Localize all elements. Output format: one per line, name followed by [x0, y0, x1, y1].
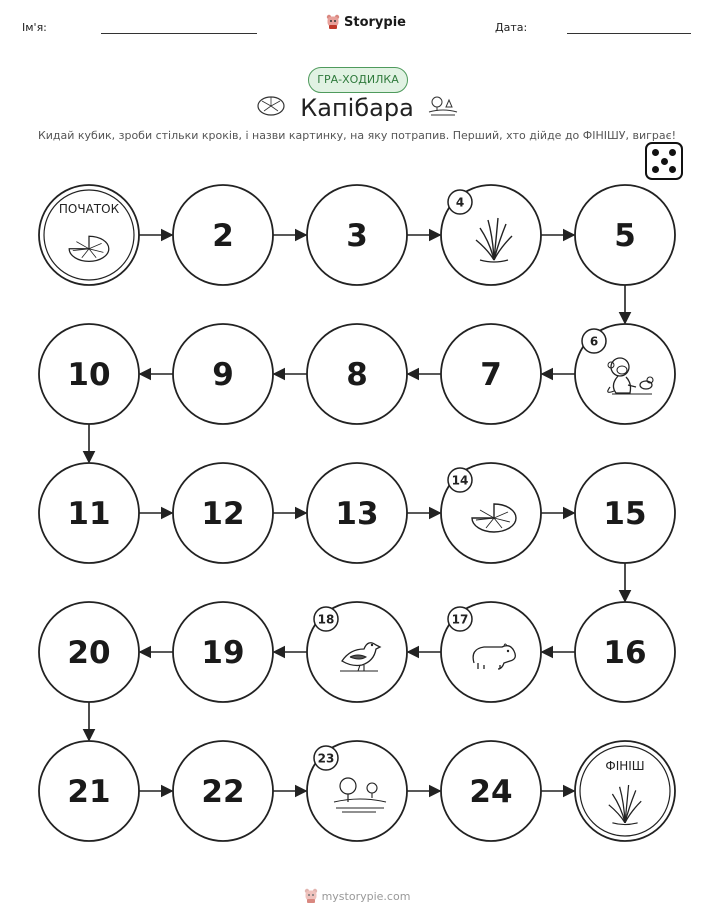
- title-text: Капібара: [300, 94, 414, 122]
- board-cell: [39, 463, 139, 563]
- board-cell: [307, 185, 407, 285]
- board-cell: [441, 185, 541, 285]
- board-cell: [441, 324, 541, 424]
- cell-number: 7: [480, 357, 502, 393]
- footer: [0, 888, 714, 904]
- board-cell: [173, 185, 273, 285]
- date-label: Дата:: [495, 21, 528, 34]
- cell-number: 21: [67, 774, 111, 810]
- board-cell: [307, 741, 407, 841]
- name-label: Ім'я:: [22, 21, 47, 34]
- footer-url[interactable]: mystorypie.com: [321, 889, 411, 903]
- board-cell: [39, 741, 139, 841]
- board-cell: [575, 463, 675, 563]
- cell-number: 20: [67, 635, 111, 671]
- cell-number: 22: [201, 774, 245, 810]
- cell-number: 4: [455, 195, 465, 210]
- board-cell: [173, 463, 273, 563]
- cell-number: 23: [317, 751, 335, 766]
- board-cell: [307, 463, 407, 563]
- board-cell: [307, 324, 407, 424]
- board-cell: [173, 324, 273, 424]
- cell-number: 6: [589, 334, 599, 349]
- cell-number: 3: [346, 218, 368, 254]
- board-cell: [575, 324, 675, 424]
- cell-number: 9: [212, 357, 234, 393]
- board-cell: [441, 602, 541, 702]
- cell-number: 2: [212, 218, 234, 254]
- board-cell: [173, 741, 273, 841]
- cell-number: 18: [317, 612, 335, 627]
- cell-number: 11: [67, 496, 111, 532]
- cell-number: 8: [346, 357, 368, 393]
- storypie-mascot-icon: [304, 888, 318, 904]
- cell-number: 10: [67, 357, 111, 393]
- start-label: ПОЧАТОК: [58, 202, 120, 216]
- cell-number: 13: [335, 496, 379, 532]
- board-cell: [307, 602, 407, 702]
- cell-number: 14: [451, 473, 469, 488]
- game-type-badge: ГРА-ХОДИЛКА: [308, 67, 408, 93]
- board-cell: [173, 602, 273, 702]
- cell-number: 16: [603, 635, 647, 671]
- board-cell: [441, 741, 541, 841]
- finish-label: ФІНІШ: [605, 759, 645, 773]
- board-cell: [575, 602, 675, 702]
- cell-number: 15: [603, 496, 647, 532]
- start-cell: [39, 185, 139, 285]
- cell-number: 12: [201, 496, 245, 532]
- cell-number: 17: [451, 612, 469, 627]
- brand-name: Storypie: [344, 14, 406, 30]
- instructions: Кидай кубик, зроби стільки кроків, і назви картинку, на яку потрапив. Перший, хто дійде до ФІНІШУ, виграє!: [37, 129, 677, 142]
- board-cell: [575, 185, 675, 285]
- board-cell: [39, 602, 139, 702]
- board-cell: [39, 324, 139, 424]
- cell-number: 5: [614, 218, 636, 254]
- board-cell: [441, 463, 541, 563]
- cell-number: 19: [201, 635, 245, 671]
- cell-number: 24: [469, 774, 513, 810]
- finish-cell: [575, 741, 675, 841]
